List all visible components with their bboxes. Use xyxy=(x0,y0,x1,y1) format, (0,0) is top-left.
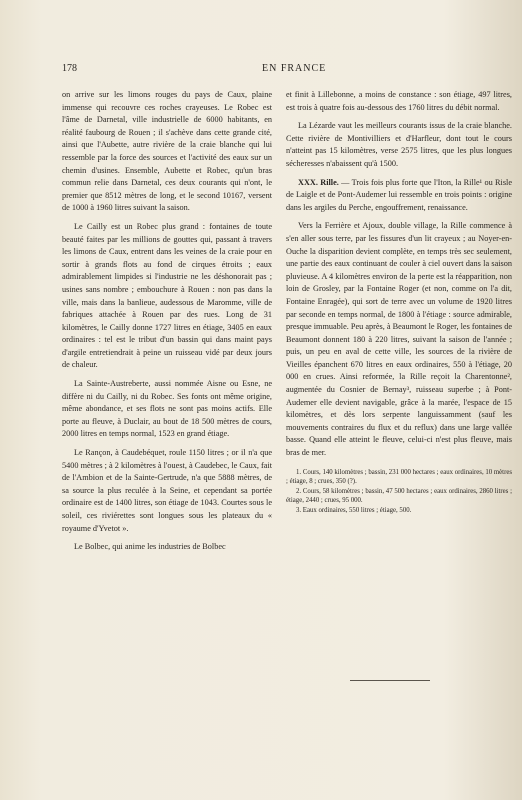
footnote: 2. Cours, 58 kilomètres ; bassin, 47 500 hectares ; eaux ordinaires, 2860 litres ; étiage, 2440 ; crues, 95 000. xyxy=(286,487,512,505)
left-column xyxy=(62,89,272,560)
section-text: — Trois fois plus forte que l'Iton, la Rille¹ ou Risle de Laigle et de Pont-Audemer lui ressemble en trois points : origine dans les argiles du Perche, engouffrement, renaissance. xyxy=(286,177,512,212)
paragraph: on arrive sur les limons rouges du pays de Caux, plaine immense qui recouvre ces roches crayeuses. Le Robec est l'âme de Darnetal, ville industrielle de 6000 habitants, en réalité faubourg de Rouen ; il s'achève dans cette grande cité, ainsi que l'Aubette, autre rivière de la craie blanche qui lui ressemble par la force des sources et l'activité des eaux sur un chemin d'usines. Ensemble, Aubette et Robec, qu'un bras commun relie dans Darnetal, ces deux courants qui n'ont, le premier que 8512 mètres de long, et le second 10167, versent de 1000 à 1960 litres suivant la saison. xyxy=(62,90,272,213)
footnote: 1. Cours, 140 kilomètres ; bassin, 231 000 hectares ; eaux ordinaires, 10 mètres ; étiage, 8 ; crues, 350 (?). xyxy=(286,468,512,486)
paragraph: Le Cailly est un Robec plus grand : fontaines de toute beauté faites par les millions de gouttes qui, passant à travers les limons de Caux, entrent dans les veines de la craie pour en sortir à grands flots au fond de cirques étroits ; eaux admirablement limpides si l'industrie ne les déshonorait pas ; usines sans nombre ; embouchure à Rouen : non pas dans la ville, mais dans la banlieue, audessous de Maromme, ville de fabriques attachée à Rouen par des rues. Long de 31 kilomètres, le Cailly donne 1727 litres en étiage, 3405 en eaux ordinaires : tel est le tribut d'un bassin qui dans maint pays d'argile entretiendrait à peine un ruisseau vidé par deux jours de chaleur. xyxy=(62,221,272,370)
page-header xyxy=(62,63,510,77)
running-title: EN FRANCE xyxy=(262,63,327,74)
footnotes xyxy=(286,468,512,516)
end-rule xyxy=(350,680,430,681)
paragraph: Vers la Ferrière et Ajoux, double village, la Rille commence à s'en aller sous terre, par les fissures d'un lit crayeux ; au Noyer-en-Ouche la disparition devient complète, en temps très sec seulement, une partie des eaux continuant de couler à ciel ouvert dans la saison pluvieuse. A 4 kilomètres environ de la perte est la réapparition, non loin de Grosley, par la Fontaine Roger (et non, comme on l'a dit, Fontaine Enragée), qui sort de terre avec un volume de 1920 litres par seconde en temps normal, de 1800 à l'étiage : source admirable, presque immuable. Peu après, à Beaumont le Roger, les fontaines de Beaumont donnent 180 à 220 litres, suivant la saison de l'année ; puis, un peu en aval de cette ville, les sources de la rivière de Vieilles épanchent 670 litres en eaux ordinaires, 550 à l'étiage, 20 000 en crues. Ainsi reformée, la Rille reçoit la Charentonne², augmentée du Cosnier de Bernay³, ruisseau superbe ; à Pont-Audemer elle devient navigable, grâce à la marée, l'espace de 15 kilomètres, et dès lors serpente languissamment (sauf les mouvements contraires du flux et du reflux) dans une large vallée basse. Quand elle atteint le fleuve, celui-ci n'est plus fleuve, mais bras de mer. xyxy=(286,221,512,458)
paragraph: La Sainte-Austreberte, aussi nommée Aisne ou Esne, ne diffère ni du Cailly, ni du Robec. Ses fonts ont même origine, même abondance, et ses flots ne sont pas moins actifs. Elle porte au fleuve, à Duclair, au bout de 18 500 mètres de cours, 2000 litres en temps normal, 1523 en grand étiage. xyxy=(62,379,272,439)
section-paragraph xyxy=(286,177,512,215)
page-number: 178 xyxy=(62,63,77,74)
section-title: XXX. Rille. xyxy=(298,177,339,187)
paragraph: et finit à Lillebonne, a moins de constance : son étiage, 497 litres, est trois à quatre fois au-dessous des 1760 litres du débit normal. xyxy=(286,90,512,112)
paragraph: La Lézarde vaut les meilleurs courants issus de la craie blanche. Cette rivière de Montivilliers et d'Harfleur, dont tout le cours n'atteint pas 15 kilomètres, verse 2575 litres, que les plus longues sécheresses n'abaissent qu'à 1500. xyxy=(286,121,512,168)
right-column xyxy=(286,89,512,515)
paragraph: Le Bolbec, qui anime les industries de Bolbec xyxy=(74,542,226,552)
paragraph: Le Rançon, à Caudebéquet, roule 1150 litres ; or il n'a que 5400 mètres ; à 2 kilomètres à l'ouest, à Caudebec, le Caux, fait de l'Ambion et de la Sainte-Gertrude, n'a que 5888 mètres, de sa source la plus reculée à la Seine, et cependant sa portée ordinaire est de 1400 litres, son étiage de 1043. Courtes sous le soleil, ces riviérettes sont longues sous les plateaux du « royaume d'Yvetot ». xyxy=(62,448,272,533)
footnote: 3. Eaux ordinaires, 550 litres ; étiage, 500. xyxy=(296,506,412,514)
